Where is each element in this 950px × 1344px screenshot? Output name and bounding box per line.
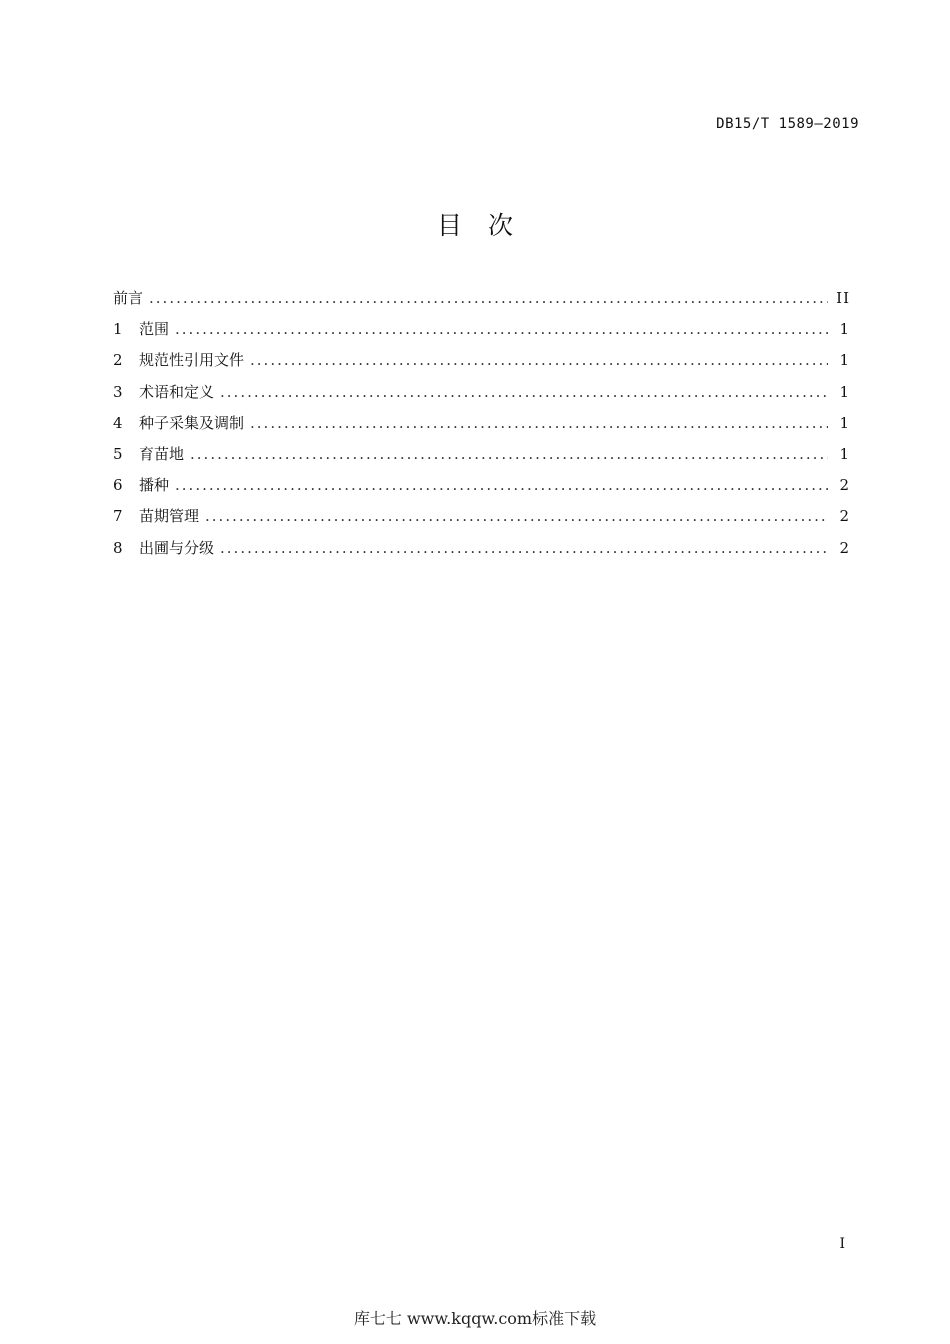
toc-entry[interactable]	[113, 473, 850, 504]
toc-label: 苗期管理	[139, 507, 200, 526]
toc-page-number: 1	[839, 413, 850, 432]
toc-section-number: 8	[113, 538, 123, 557]
toc-page-number: II	[836, 289, 850, 307]
toc-leader-dots	[175, 317, 828, 341]
toc-label: 播种	[139, 476, 170, 495]
toc-page-number: 1	[839, 382, 850, 401]
toc-entry[interactable]	[113, 317, 850, 348]
toc-leader-dots	[190, 442, 828, 466]
toc-page-number: 2	[839, 538, 850, 557]
toc-page-number: 2	[839, 507, 850, 526]
toc-label: 种子采集及调制	[139, 413, 245, 432]
toc-leader-dots	[149, 286, 828, 310]
toc-page-number: 1	[839, 351, 850, 370]
toc-section-number: 7	[113, 507, 123, 526]
toc-label: 育苗地	[139, 444, 185, 463]
toc-page-number: 1	[839, 320, 850, 339]
toc-entry[interactable]	[113, 348, 850, 379]
toc-entry[interactable]	[113, 536, 850, 567]
toc-page-number: 1	[839, 444, 850, 463]
toc-label: 术语和定义	[139, 382, 215, 401]
toc-leader-dots	[175, 473, 828, 497]
toc-section-number: 1	[113, 320, 123, 339]
toc-leader-dots	[250, 348, 828, 372]
toc-entry[interactable]	[113, 380, 850, 411]
footer-watermark: 库七七 www.kqqw.com标准下载	[353, 1309, 597, 1328]
toc-leader-dots	[205, 504, 828, 528]
toc-section-number: 5	[113, 444, 123, 463]
toc-section-number: 4	[113, 413, 123, 432]
toc-entry[interactable]	[113, 504, 850, 535]
page-title: 目次	[436, 211, 539, 240]
toc-leader-dots	[250, 411, 828, 435]
toc-entry[interactable]	[113, 411, 850, 442]
table-of-contents	[113, 286, 850, 567]
toc-section-number: 6	[113, 476, 123, 495]
toc-section-number: 3	[113, 382, 123, 401]
toc-label: 范围	[139, 320, 170, 339]
toc-page-number: 2	[839, 476, 850, 495]
toc-label: 规范性引用文件	[139, 351, 245, 370]
toc-label: 出圃与分级	[139, 538, 215, 557]
standard-code: DB15/T 1589—2019	[716, 116, 859, 132]
toc-entry[interactable]	[113, 442, 850, 473]
toc-entry-foreword[interactable]	[113, 286, 850, 317]
toc-leader-dots	[220, 380, 828, 404]
toc-section-number: 2	[113, 351, 123, 370]
page-number: I	[839, 1236, 845, 1252]
toc-label: 前言	[113, 289, 144, 307]
toc-leader-dots	[220, 536, 828, 560]
